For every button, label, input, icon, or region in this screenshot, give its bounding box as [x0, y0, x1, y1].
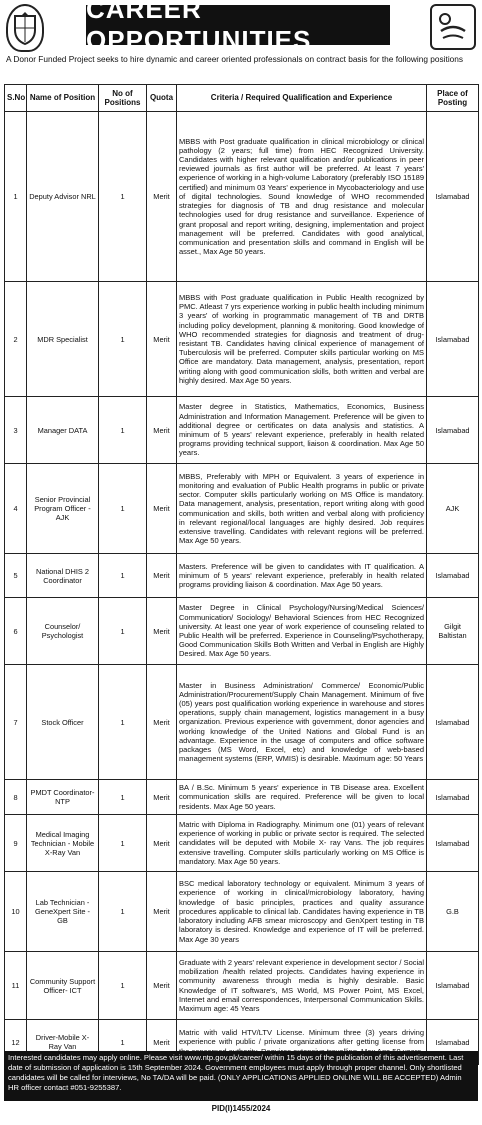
cell-count: 1 — [99, 554, 147, 598]
table-row — [5, 598, 479, 665]
cell-sno: 9 — [5, 815, 27, 872]
cell-criteria: Master in Business Administration/ Commerce/ Economic/Public Administration/Procurement/Supply Chain Management. Minimum of five (05) years post qualification working experience in warehouse and stores operations, supply chain management, logistics management in a busy organization. Previous experience with government, donor agencies and working knowledge of the United Nations and Global Fund is an advantage. Experience in the usage of computers and office software packages (MS Word, Excel, etc) and knowledge of web-based management systems (ERP, WMIS) is desirable. Maximum age: 50 Years — [177, 665, 427, 780]
cell-count: 1 — [99, 464, 147, 554]
header — [0, 0, 482, 55]
cell-quota: Merit — [147, 112, 177, 282]
cell-position: Medical Imaging Technician - Mobile X-Ray Van — [27, 815, 99, 872]
intro-text: A Donor Funded Project seeks to hire dynamic and career oriented professionals on contract basis for the following positions — [6, 54, 464, 64]
cell-position: Stock Officer — [27, 665, 99, 780]
header-quota: Quota — [147, 85, 177, 112]
cell-count: 1 — [99, 872, 147, 952]
cell-position: Manager DATA — [27, 397, 99, 464]
cell-position: Senior Provincial Program Officer - AJK — [27, 464, 99, 554]
cell-posting: Gilgit Baltistan — [427, 598, 479, 665]
cell-posting: Islamabad — [427, 554, 479, 598]
cell-count: 1 — [99, 952, 147, 1020]
cell-position: Counselor/ Psychologist — [27, 598, 99, 665]
cell-criteria: Matric with valid HTV/LTV License. Minimum three (3) years driving experience with public / private organizations after getting license from — [177, 1020, 427, 1065]
cell-position: PMDT Coordinator- NTP — [27, 780, 99, 815]
cell-position: Community Support Officer- ICT — [27, 952, 99, 1020]
cell-posting: Islamabad — [427, 815, 479, 872]
table-row — [5, 780, 479, 815]
campaign-logo-icon — [430, 4, 476, 50]
cell-position: Driver-Mobile X- Ray Van — [27, 1020, 99, 1065]
cell-posting: Islamabad — [427, 665, 479, 780]
cell-count: 1 — [99, 598, 147, 665]
emblem-shield-icon — [11, 10, 39, 46]
application-instructions — [4, 1051, 478, 1101]
application-instructions-text: Interested candidates may apply online. Please visit www.ntp.gov.pk/career/ within 15 days of the publication of this advertisement. Last date of submission of application is 15th September 2024. Government employees must apply through proper channel. Only shortlisted candidates will be called for interviews, No TA/DA will be paid. (ONLY APPLICATIONS APPLIED ONLINE WILL BE ACCEPTED) Admin HR officer contact #051-9255387. — [8, 1053, 464, 1092]
campaign-logo-mark-icon — [435, 9, 471, 45]
cell-posting: Islamabad — [427, 282, 479, 397]
cell-sno: 12 — [5, 1020, 27, 1065]
table-row — [5, 952, 479, 1020]
cell-criteria: Masters. Preference will be given to candidates with IT qualification. A minimum of 5 years' relevant experience, preferably in health related programs providing liaison & coordination. Max Age 50 years. — [177, 554, 427, 598]
cell-count: 1 — [99, 282, 147, 397]
cell-criteria: MBBS with Post graduate qualification in clinical microbiology or clinical pathology (2 years; full time) from HEC Recognized University. Candidates with higher relevant qualification and/or publications in peer reviewed journals as first author will be preferred. At least 7 years' experience of working in a high-volume Laboratory (preferably ISO 15189 certified) and minimum 03 Years' experience in Mycobacteriology and use of digital technologies. Sound knowledge of WHO recommended strategies for diagnosis of TB and drug resistance and molecular technologies used for drug resistance and surveillance. Experience of grant proposal and report writing, designing, implementation and project management will be preferred. Candidates with good analytical, communication and presentation skills and command in English will be asset., Max Age 50 years. — [177, 112, 427, 282]
cell-posting: Islamabad — [427, 780, 479, 815]
page-title: CAREER OPPORTUNITIES — [86, 5, 390, 45]
cell-position: Lab Technician - GeneXpert Site - GB — [27, 872, 99, 952]
cell-sno: 8 — [5, 780, 27, 815]
cell-position: MDR Specialist — [27, 282, 99, 397]
cell-criteria: Master Degree in Clinical Psychology/Nursing/Medical Sciences/ Communication/ Sociology/ Behavioral Sciences from HEC Recognized university. At least one year of work experience of counseling related to Public Health will be preferred. Experience in Counseling/Psychotherapy, Good Communication Skills Both Written and Verbal in English are Highly Desired. Max Age 50 years. — [177, 598, 427, 665]
table-row — [5, 815, 479, 872]
cell-quota: Merit — [147, 554, 177, 598]
cell-posting: Islamabad — [427, 112, 479, 282]
cell-posting: G.B — [427, 872, 479, 952]
cell-quota: Merit — [147, 815, 177, 872]
cell-criteria: BA / B.Sc. Minimum 5 years' experience in TB Disease area. Excellent communication skills are required. Preference will be given to local residents. Max Age 50 years. — [177, 780, 427, 815]
cell-quota: Merit — [147, 665, 177, 780]
publication-id: PID(I)1455/2024 — [211, 1104, 271, 1113]
cell-posting: Islamabad — [427, 397, 479, 464]
cell-sno: 7 — [5, 665, 27, 780]
cell-sno: 2 — [5, 282, 27, 397]
cell-quota: Merit — [147, 598, 177, 665]
table-row — [5, 397, 479, 464]
cell-criteria: MBBS, Preferably with MPH or Equivalent. 3 years of experience in monitoring and evaluation of Public Health programs in public or private sector. Computer skills particularly working on MS Office is mandatory. Data management, analysis, presentation, report writing along with good communication and skills, both written and verbal along with proficiency in relevant regional/local languages are highly desired. Job requires extensive travelling. Candidates with relevant regions will be preferred. Max Age 50 years. — [177, 464, 427, 554]
positions-table — [4, 84, 479, 1065]
cell-criteria: MBBS with Post graduate qualification in Public Health recognized by PMC. Atleast 7 yrs experience working in public health including minimum 3 years' of working in programmatic management of TB and DRTB including policy development, planning & monitoring. Good knowledge of WHO recommended strategies for diagnosis and treatment of drug-resistant TB. Candidates having clinical experience of management of Tuberculosis will be preferred. Computer skills particular working on MS Office are mandatory. Data management, analysis, presentation, report writing along with good communication skills, both written and verbal are highly desired. Max Age 50 years. — [177, 282, 427, 397]
government-emblem-icon — [6, 4, 44, 52]
cell-count: 1 — [99, 1020, 147, 1065]
header-position: Name of Position — [27, 85, 99, 112]
cell-quota: Merit — [147, 464, 177, 554]
cell-criteria: BSC medical laboratory technology or equivalent. Minimum 3 years of experience of working in clinical/microbiology laboratory, having knowledge of basic principles, practices and quality assurance procedures applicable to clinical lab. Candidates having experience in TB laboratory including AFB smear microscopy and GenXpert testing in TB laboratory is desired. Knowledge and experience of IT will be preferred. Max Age 30 years — [177, 872, 427, 952]
header-criteria: Criteria / Required Qualification and Experience — [177, 85, 427, 112]
cell-sno: 5 — [5, 554, 27, 598]
table-row — [5, 464, 479, 554]
cell-quota: Merit — [147, 397, 177, 464]
header-posting: Place of Posting — [427, 85, 479, 112]
header-count: No of Positions — [99, 85, 147, 112]
cell-criteria: Master degree in Statistics, Mathematics, Economics, Business Administration and Information Management. Preference will be given to additional degree or certificates on data analysis and statistics. A minimum of 5 years' relevant experience, preferably in health related programs providing technical support, liaison & coordination. Max Age 50 years. — [177, 397, 427, 464]
cell-quota: Merit — [147, 780, 177, 815]
cell-sno: 6 — [5, 598, 27, 665]
cell-criteria: Graduate with 2 years' relevant experience in development sector / Social mobilization /health related projects. Candidates having experience in community awareness through media is highly desirable. Basic Knowledge of IT software's, MS World, MS Power Point, MS Excel, Internet and email correspondences, Interpersonal Communication Skills. Maximum age: 45 Years — [177, 952, 427, 1020]
cell-sno: 11 — [5, 952, 27, 1020]
cell-count: 1 — [99, 112, 147, 282]
cell-posting: Islamabad — [427, 1020, 479, 1065]
cell-sno: 10 — [5, 872, 27, 952]
cell-quota: Merit — [147, 872, 177, 952]
table-row — [5, 112, 479, 282]
table-header-row — [5, 85, 479, 112]
table-row — [5, 872, 479, 952]
cell-quota: Merit — [147, 282, 177, 397]
cell-count: 1 — [99, 815, 147, 872]
cell-sno: 3 — [5, 397, 27, 464]
cell-sno: 1 — [5, 112, 27, 282]
cell-criteria: Matric with Diploma in Radiography. Minimum one (01) years of relevant experience of working in public or private sector is required. The selected candidates will be deputed with Mobile X- ray Vans. The job requires extensive travelling. Computer skills particularly working on MS Office is mandatory. Max Age 50 years. — [177, 815, 427, 872]
header-sno: S.No — [5, 85, 27, 112]
table-row — [5, 554, 479, 598]
table-row — [5, 282, 479, 397]
cell-posting: AJK — [427, 464, 479, 554]
table-row — [5, 665, 479, 780]
cell-quota: Merit — [147, 952, 177, 1020]
cell-position: Deputy Advisor NRL — [27, 112, 99, 282]
cell-count: 1 — [99, 665, 147, 780]
cell-count: 1 — [99, 780, 147, 815]
cell-count: 1 — [99, 397, 147, 464]
cell-position: National DHIS 2 Coordinator — [27, 554, 99, 598]
cell-sno: 4 — [5, 464, 27, 554]
cell-posting: Islamabad — [427, 952, 479, 1020]
cell-quota: Merit — [147, 1020, 177, 1065]
